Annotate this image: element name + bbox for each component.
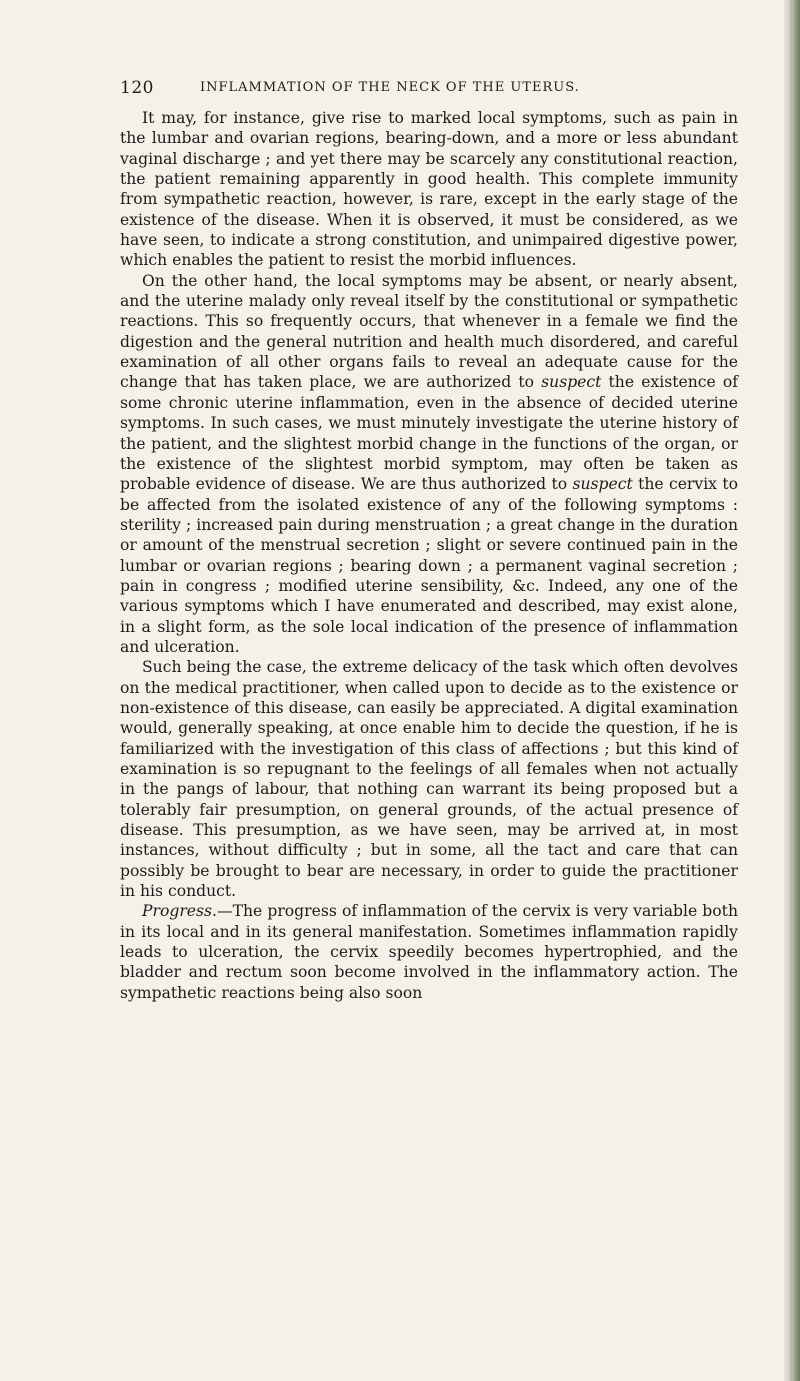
paragraph-text: It may, for instance, give rise to marked local symptoms, such as pain in the lumbar and ovarian regions, bearing-down, and a more or less abundant vaginal discharge ; and yet there may be scarcely any constitutional reaction, the patient remaining apparently in good health. This complete immunity from sympathetic reaction, however, is rare, except in the early stage of the existence of the disease. When it is observed, it must be considered, as we have seen, to indicate a strong constitution, and unimpaired digestive power, which enables the patient to resist the morbid influences. <box>120 109 738 270</box>
paragraph-constitutional <box>120 271 738 658</box>
section-lead-progress: Progress. <box>142 902 217 921</box>
paragraph-text: the existence of some chronic uterine inflammation, even in the absence of decided uterine symptoms. In such cases, we must minutely investigate the uterine history of the patient, and the slightest morbid change in the functions of the organ, or the existence of the slightest morbid symptom, may often be taken as probable evidence of disease. We are thus authorized to <box>120 373 738 494</box>
paragraph-delicacy <box>120 657 738 901</box>
running-title: INFLAMMATION OF THE NECK OF THE UTERUS. <box>200 80 580 95</box>
emphasis-suspect: suspect <box>541 373 602 392</box>
paragraph-immunity <box>120 108 738 271</box>
page-header <box>120 78 740 100</box>
paragraph-text: —The progress of inflammation of the cervix is very variable both in its local and in its general manifestation. Sometimes inflammation rapidly leads to ulceration, the cervix speedily becomes hypertrophied, and the bladder and rectum soon become involved in the inflammatory action. The sympathetic reactions being also soon <box>120 902 738 1002</box>
page-number: 120 <box>120 78 154 98</box>
paragraph-progress <box>120 901 738 1003</box>
paragraph-text: Such being the case, the extreme delicacy of the task which often devolves on the medical practitioner, when called upon to decide as to the existence or non-existence of this disease, can easily be appreciated. A digital examination would, generally speaking, at once enable him to decide the question, if he is familiarized with the investigation of this class of affections ; but this kind of examination is so repugnant to the feelings of all females when not actually in the pangs of labour, that nothing can warrant its being proposed but a tolerably fair presumption, on general grounds, of the actual presence of disease. This presumption, as we have seen, may be arrived at, in most instances, without difficulty ; but in some, all the tact and care that can possibly be brought to bear are necessary, in order to guide the practitioner in his conduct. <box>120 658 738 901</box>
paragraph-text: On the other hand, the local symptoms may be absent, or nearly absent, and the uterine malady only reveal itself by the constitutional or sympathetic reactions. This so frequently occurs, that whenever in a female we find the digestion and the general nutrition and health much disordered, and careful examination of all other organs fails to reveal an adequate cause for the change that has taken place, we are authorized to <box>120 271 738 392</box>
paragraph-text: the cervix to be affected from the isolated existence of any of the following symptoms : sterility ; increased pain during menstruation ; a great change in the duration or amount of the menstrual secretion ; slight or severe continued pain in the lumbar or ovarian regions ; bearing down ; a permanent vaginal secretion ; pain in congress ; modified uterine sensibility, &c. Indeed, any one of the various symptoms which I have enumerated and described, may exist alone, in a slight form, as the sole local indication of the presence of inflammation and ulceration. <box>120 475 738 656</box>
page-edge <box>784 0 800 1381</box>
emphasis-suspect: suspect <box>572 475 633 494</box>
body-text <box>120 108 738 1003</box>
